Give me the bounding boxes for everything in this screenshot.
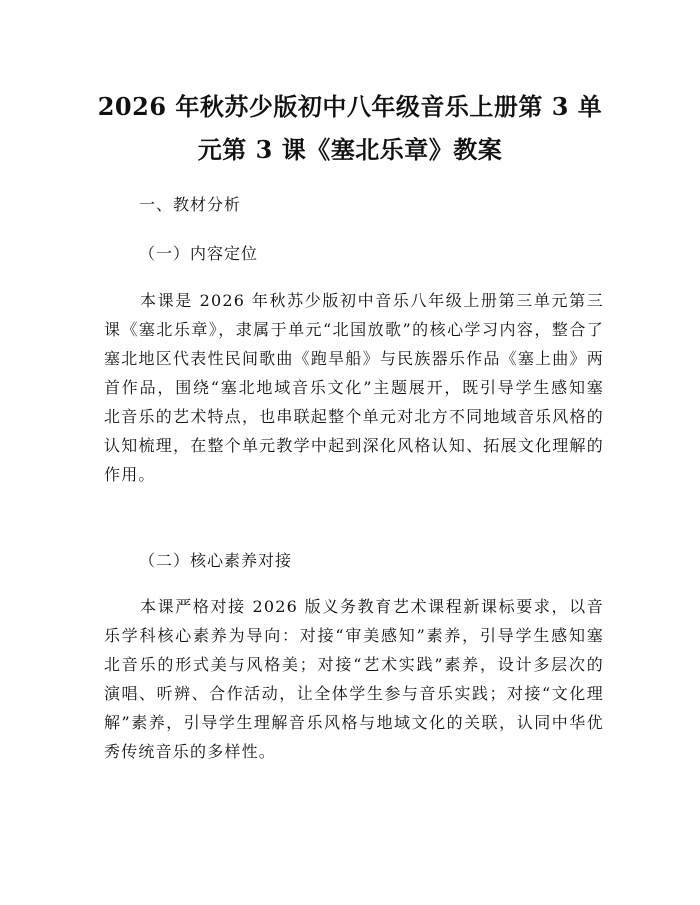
document-title-line-1: 2026 年秋苏少版初中八年级音乐上册第 3 单 xyxy=(97,92,603,121)
document-title-line-2: 元第 3 课《塞北乐章》教案 xyxy=(197,135,503,164)
paragraph-content-positioning: 本课是 2026 年秋苏少版初中音乐八年级上册第三单元第三课《塞北乐章》，隶属于单元“北国放歌”的核心学习内容，整合了塞北地区代表性民间歌曲《跑旱船》与民族器乐作品《塞上曲》两首作品，围绕“塞北地域音乐文化”主题展开，既引导学生感知塞北音乐的艺术特点，也串联起整个单元对北方不同地域音乐风格的认知梳理，在整个单元教学中起到深化风格认知、拓展文化理解的作用。 xyxy=(104,291,604,484)
subsection-heading-content-positioning: （一）内容定位 xyxy=(139,244,259,263)
paragraph-core-literacy: 本课严格对接 2026 版义务教育艺术课程新课标要求，以音乐学科核心素养为导向：对接“审美感知”素养，引导学生感知塞北音乐的形式美与风格美；对接“艺术实践”素养，设计多层次的演唱、听辨、合作活动，让全体学生参与音乐实践；对接“文化理解”素养，引导学生理解音乐风格与地域文化的关联，认同中华优秀传统音乐的多样性。 xyxy=(104,597,604,761)
subsection-heading-core-literacy: （二）核心素养对接 xyxy=(139,551,293,570)
section-heading-textbook-analysis: 一、教材分析 xyxy=(139,195,242,214)
